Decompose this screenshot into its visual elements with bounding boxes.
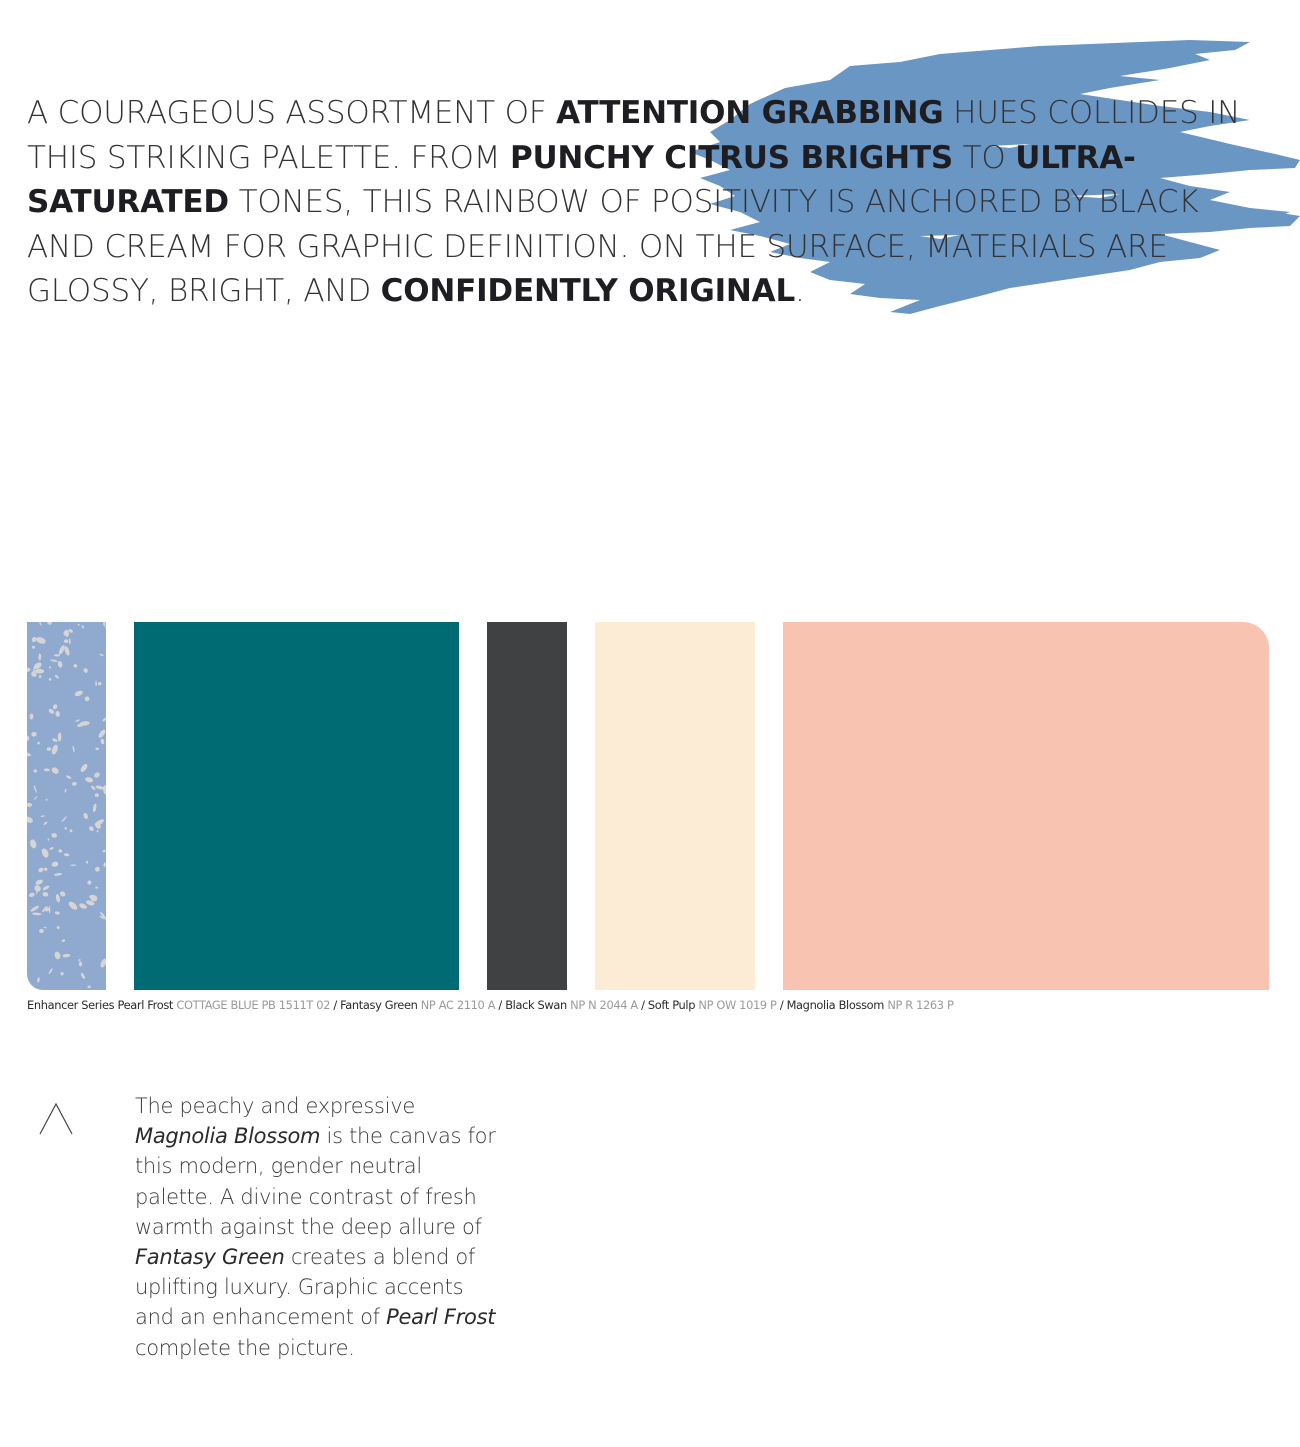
intro-segment: . xyxy=(795,273,805,309)
pearl-speckle xyxy=(54,654,60,656)
separator: / xyxy=(330,998,341,1012)
swatch-soft-pulp xyxy=(595,622,755,990)
intro-segment: HUES COLLIDES IN THIS STRIKING PALETTE. FROM xyxy=(27,95,1241,176)
desc-color-name: Fantasy Green xyxy=(135,1245,285,1270)
color-code: NP OW 1019 P xyxy=(698,998,777,1012)
desc-segment: complete the picture. xyxy=(135,1335,355,1360)
desc-color-name: Pearl Frost xyxy=(386,1305,496,1330)
intro-segment: TO xyxy=(953,139,1016,176)
swatch-black-swan xyxy=(487,622,567,990)
color-code: NP N 2044 A xyxy=(570,998,638,1012)
swatch-pearl-frost xyxy=(27,622,106,990)
color-code: COTTAGE BLUE PB 1511T 02 xyxy=(176,998,331,1012)
separator: / xyxy=(495,998,506,1012)
desc-segment: The peachy and expressive xyxy=(135,1094,415,1118)
separator: / xyxy=(776,998,787,1012)
palette-caption xyxy=(27,998,954,1012)
palette-description xyxy=(135,1091,505,1363)
color-name: Magnolia Blossom xyxy=(786,998,885,1012)
swatch-fantasy-green xyxy=(134,622,459,990)
color-name: Black Swan xyxy=(505,998,567,1012)
intro-segment: A COURAGEOUS ASSORTMENT OF xyxy=(27,95,557,131)
desc-segment: creates a blend of uplifting luxury. Graphic accents and an enhancement of xyxy=(135,1245,475,1330)
color-name: Soft Pulp xyxy=(647,998,696,1012)
swatch-magnolia-blossom xyxy=(783,622,1269,990)
pearl-speckle xyxy=(35,669,44,674)
intro-statement xyxy=(27,91,1267,314)
color-name: Fantasy Green xyxy=(340,998,418,1012)
intro-emphasis: ULTRA-SATURATED xyxy=(27,139,1136,220)
intro-segment: TONES, THIS RAINBOW OF POSITIVITY IS ANCHORED BY BLACK AND CREAM FOR GRAPHIC DEFINITION. ON THE SURFACE, MATERIALS ARE GLOSSY, BRIGHT, AND xyxy=(27,184,1199,309)
color-name: Enhancer Series Pearl Frost xyxy=(27,998,174,1012)
intro-emphasis: PUNCHY CITRUS BRIGHTS xyxy=(509,139,953,176)
intro-emphasis: CONFIDENTLY ORIGINAL xyxy=(380,273,796,309)
intro-emphasis: ATTENTION GRABBING xyxy=(556,95,944,131)
desc-segment: is the canvas for this modern, gender neutral palette. A divine contrast of fresh warmth against the deep allure of xyxy=(135,1124,496,1239)
pearl-speckle xyxy=(70,864,76,866)
separator: / xyxy=(637,998,648,1012)
color-code: NP AC 2110 A xyxy=(420,998,496,1012)
caret-up-icon xyxy=(38,1103,74,1135)
color-code: NP R 1263 P xyxy=(887,998,954,1012)
pearl-frost-texture xyxy=(27,622,106,990)
desc-color-name: Magnolia Blossom xyxy=(135,1124,321,1149)
